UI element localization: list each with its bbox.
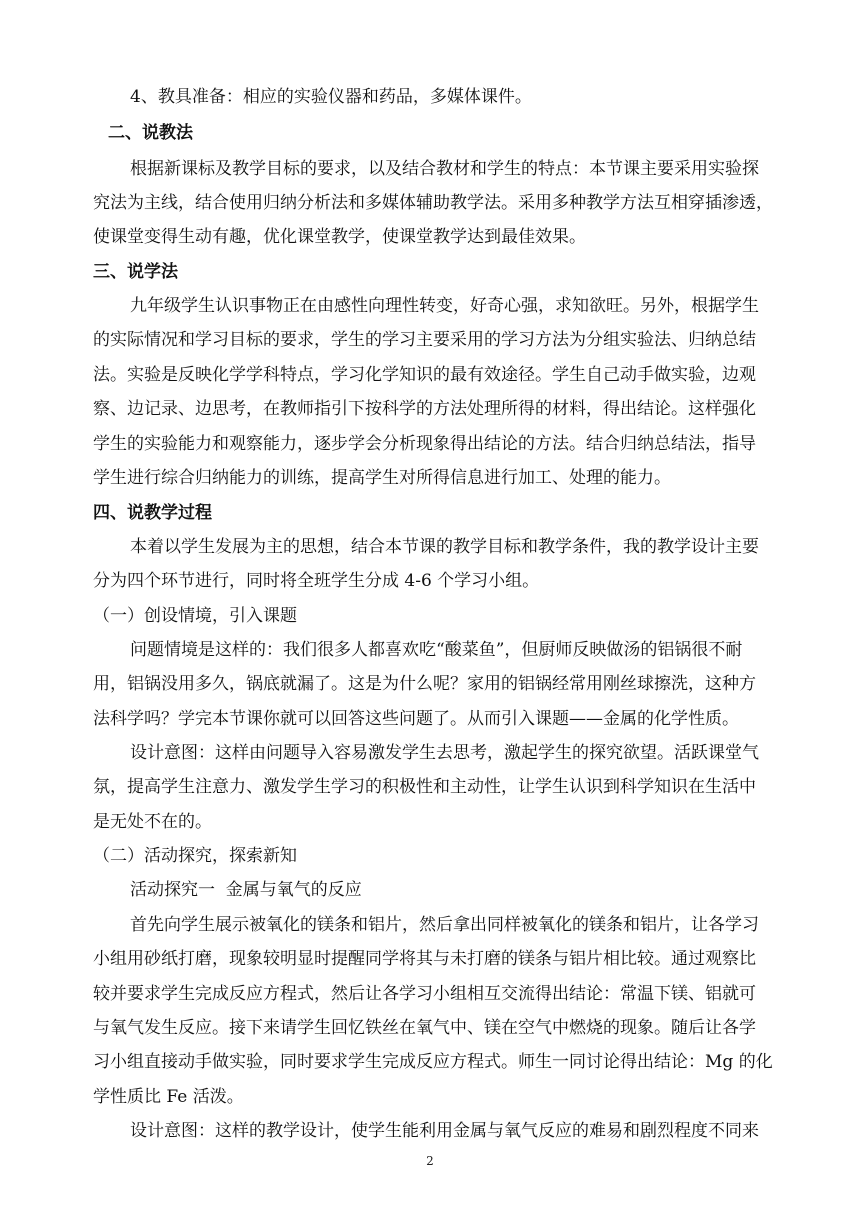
text-line: 设计意图：这样的教学设计，使学生能利用金属与氧气反应的难易和剧烈程度不同来 [130,1121,759,1141]
text-line: 小组用砂纸打磨，现象较明显时提醒同学将其与未打磨的镁条与铝片相比较。通过观察比 [93,949,756,969]
text-line: 九年级学生认识事物正在由感性向理性转变，好奇心强，求知欲旺。另外，根据学生 [130,296,759,316]
text-line: 察、边记录、边思考，在教师指引下按科学的方法处理所得的材料，得出结论。这样强化 [93,399,756,419]
subsection-heading: （一）创设情境，引入课题 [93,606,297,626]
text-line: 习小组直接动手做实验，同时要求学生完成反应方程式。师生一同讨论得出结论：Mg 的化 [93,1052,773,1072]
text-line: 设计意图：这样由问题导入容易激发学生去思考，激起学生的探究欲望。活跃课堂气 [130,743,759,763]
text-line: 法。实验是反映化学学科特点，学习化学知识的最有效途径。学生自己动手做实验，边观 [93,365,756,385]
section-heading: 三、说学法 [93,262,178,282]
text-line: 首先向学生展示被氧化的镁条和铝片，然后拿出同样被氧化的镁条和铝片，让各学习 [130,915,759,935]
text-line: 分为四个环节进行，同时将全班学生分成 4-6 个学习小组。 [93,571,540,591]
text-line: 问题情境是这样的：我们很多人都喜欢吃“酸菜鱼”，但厨师反映做汤的铝锅很不耐 [130,640,743,660]
text-line: 氛，提高学生注意力、激发学生学习的积极性和主动性，让学生认识到科学知识在生活中 [93,777,756,797]
text-line: 学生的实验能力和观察能力，逐步学会分析现象得出结论的方法。结合归纳总结法，指导 [93,434,756,454]
text-line: 与氧气发生反应。接下来请学生回忆铁丝在氧气中、镁在空气中燃烧的现象。随后让各学 [93,1018,756,1038]
text-line: 使课堂变得生动有趣，优化课堂教学，使课堂教学达到最佳效果。 [93,227,586,247]
text-line: 根据新课标及教学目标的要求，以及结合教材和学生的特点：本节课主要采用实验探 [130,159,759,179]
text-line: 用，铝锅没用多久，锅底就漏了。这是为什么呢？家用的铝锅经常用刚丝球擦洗，这种方 [93,674,756,694]
page-number: 2 [426,1154,434,1168]
text-line: 4、教具准备：相应的实验仪器和药品，多媒体课件。 [130,87,532,107]
text-line: 究法为主线，结合使用归纳分析法和多媒体辅助教学法。采用多种教学方法互相穿插渗透， [93,193,773,213]
subsection-heading: （二）活动探究，探索新知 [93,846,297,866]
text-line: 的实际情况和学习目标的要求，学生的学习主要采用的学习方法为分组实验法、归纳总结 [93,330,756,350]
activity-heading: 活动探究一 金属与氧气的反应 [130,880,362,900]
section-heading: 四、说教学过程 [93,503,212,523]
text-line: 学性质比 Fe 活泼。 [93,1087,244,1107]
text-line: 本着以学生发展为主的思想，结合本节课的教学目标和教学条件，我的教学设计主要 [130,537,759,557]
text-line: 较并要求学生完成反应方程式，然后让各学习小组相互交流得出结论：常温下镁、铝就可 [93,984,756,1004]
text-line: 学生进行综合归纳能力的训练，提高学生对所得信息进行加工、处理的能力。 [93,468,671,488]
text-line: 法科学吗？学完本节课你就可以回答这些问题了。从而引入课题——金属的化学性质。 [93,709,739,729]
section-heading: 二、说教法 [108,123,193,143]
text-line: 是无处不在的。 [93,812,212,832]
